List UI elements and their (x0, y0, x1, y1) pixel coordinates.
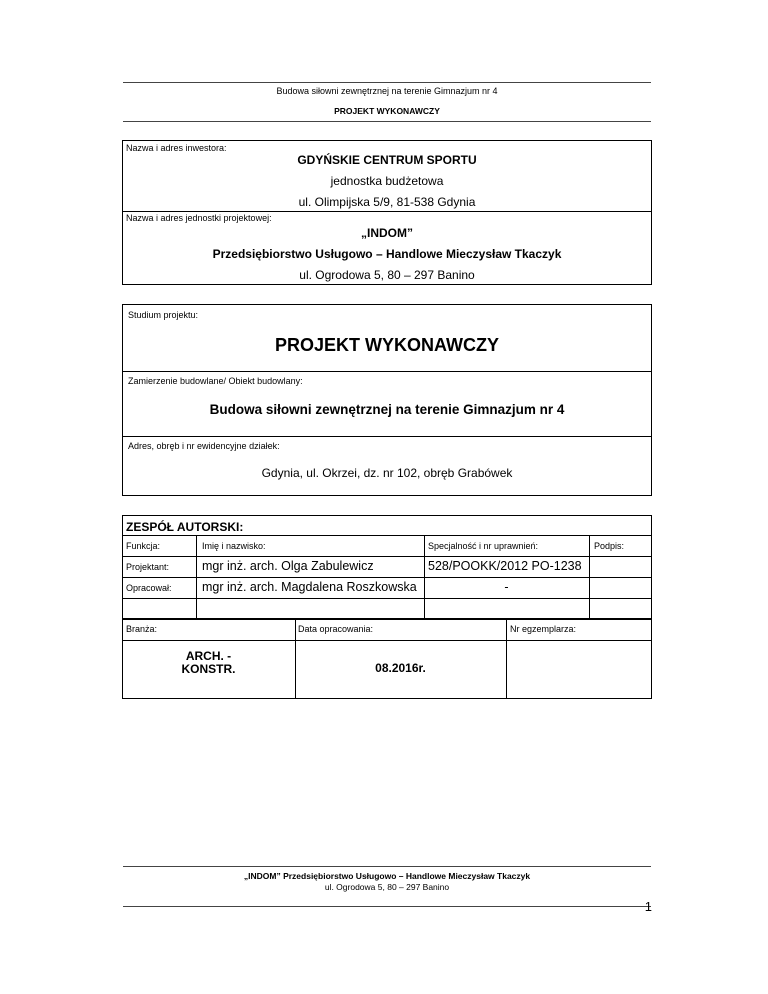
header-bottom-rule (123, 121, 651, 122)
investor-name: GDYŃSKIE CENTRUM SPORTU (297, 153, 477, 167)
stage-label: Studium projektu: (128, 310, 199, 320)
copy-label: Nr egzemplarza: (510, 624, 577, 634)
row2-license: - (504, 580, 509, 594)
row1-name: mgr inż. arch. Olga Zabulewicz (202, 559, 374, 573)
col-header-function: Funkcja: (126, 541, 161, 551)
designer-company: Przedsiębiorstwo Usługowo – Handlowe Mieczysław Tkaczyk (212, 247, 562, 261)
page-number: 1 (644, 899, 652, 914)
site-address: Gdynia, ul. Okrzei, dz. nr 102, obręb Grabówek (261, 466, 513, 480)
date-label: Data opracowania: (298, 624, 374, 634)
team-row-line-1 (122, 535, 652, 536)
info-col-line-2 (506, 619, 507, 699)
header-top-rule (123, 82, 651, 83)
row2-role: Opracował: (126, 583, 172, 593)
designer-address: ul. Ogrodowa 5, 80 – 297 Banino (299, 268, 475, 282)
footer-company: „INDOM” Przedsiębiorstwo Usługowo – Handlowe Mieczysław Tkaczyk (243, 871, 531, 881)
team-col-line-2 (424, 535, 425, 619)
info-header-line (122, 640, 652, 641)
row1-license: 528/POOKK/2012 PO-1238 (428, 559, 582, 573)
branch-label: Branża: (126, 624, 158, 634)
investor-address: ul. Olimpijska 5/9, 81-538 Gdynia (298, 195, 476, 209)
investor-label: Nazwa i adres inwestora: (126, 143, 227, 153)
team-col-line-1 (196, 535, 197, 619)
stage-title: PROJEKT WYKONAWCZY (274, 335, 499, 355)
col-header-license: Specjalność i nr uprawnień: (428, 541, 539, 551)
date-value: 08.2016r. (375, 661, 426, 675)
footer-top-rule (123, 866, 651, 867)
header-subtitle: PROJEKT WYKONAWCZY (334, 106, 440, 116)
team-row-line-4 (122, 598, 652, 599)
col-header-signature: Podpis: (594, 541, 625, 551)
object-title: Budowa siłowni zewnętrznej na terenie Gimnazjum nr 4 (209, 402, 565, 417)
footer-address: ul. Ogrodowa 5, 80 – 297 Banino (324, 882, 450, 892)
designer-name: „INDOM” (361, 226, 413, 240)
col-header-name: Imię i nazwisko: (202, 541, 266, 551)
investor-type: jednostka budżetowa (330, 174, 444, 188)
team-row-line-3 (122, 577, 652, 578)
info-col-line-1 (295, 619, 296, 699)
object-label: Zamierzenie budowlane/ Obiekt budowlany: (128, 376, 303, 386)
team-row-line-2 (122, 556, 652, 557)
row2-name: mgr inż. arch. Magdalena Roszkowska (202, 580, 417, 594)
footer-bottom-rule (123, 906, 651, 907)
address-label: Adres, obręb i nr ewidencyjne działek: (128, 441, 280, 451)
designer-label: Nazwa i adres jednostki projektowej: (126, 213, 272, 223)
team-col-line-3 (589, 535, 590, 619)
investor-divider (122, 211, 652, 212)
stage-divider (122, 371, 652, 372)
row1-role: Projektant: (126, 562, 170, 572)
object-divider (122, 436, 652, 437)
header-title: Budowa siłowni zewnętrznej na terenie Gimnazjum nr 4 (276, 86, 498, 96)
branch-line-2: KONSTR. (181, 662, 236, 676)
branch-line-1: ARCH. - (185, 649, 232, 663)
team-title: ZESPÓŁ AUTORSKI: (126, 520, 244, 534)
